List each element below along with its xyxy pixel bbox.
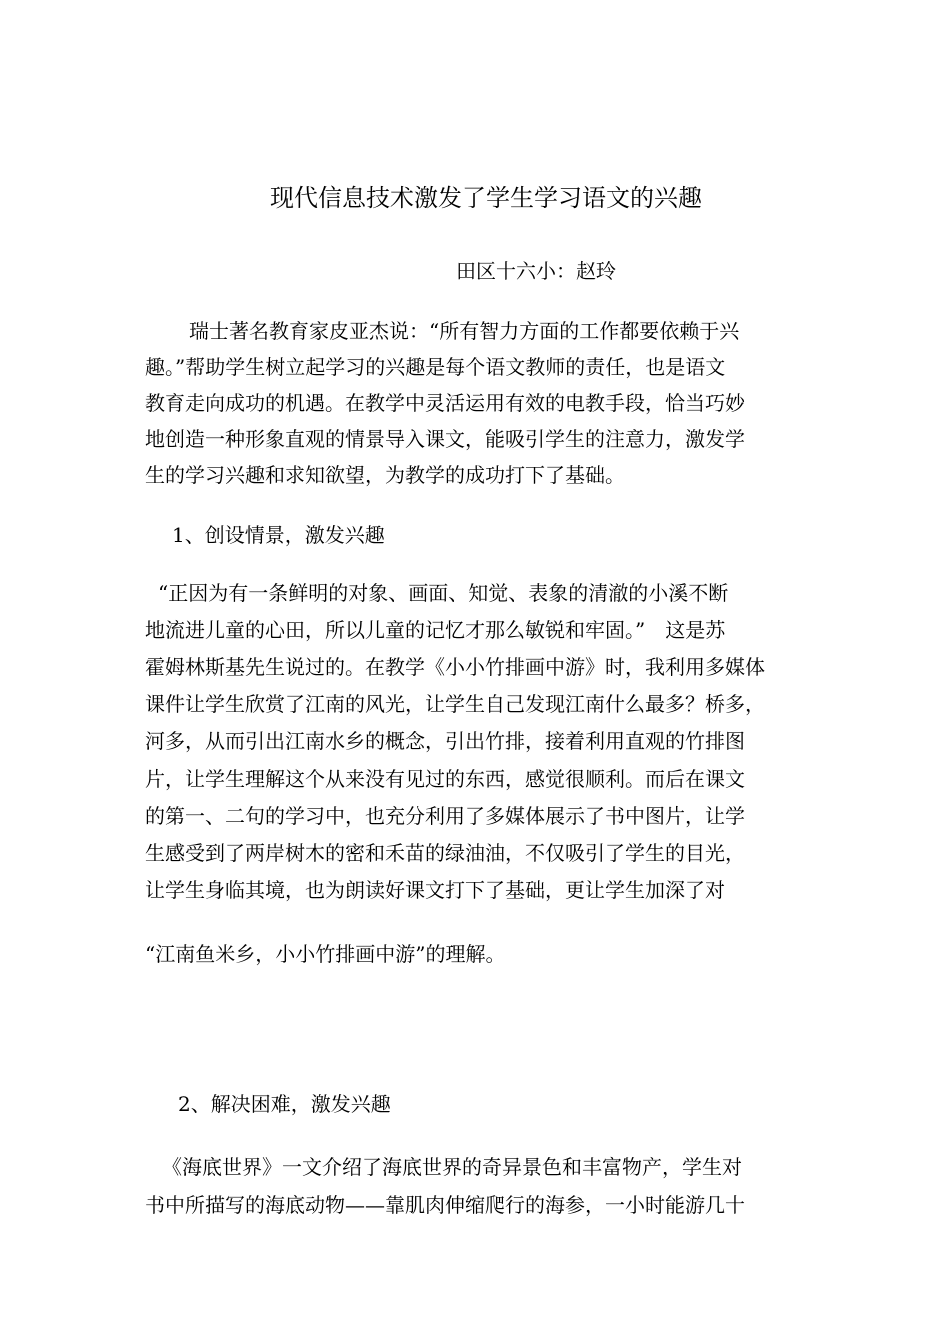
section-heading: 2、解决困难，激发兴趣: [178, 1092, 391, 1116]
paragraph-line: 生的学习兴趣和求知欲望，为教学的成功打下了基础。: [145, 463, 625, 487]
paragraph-line: 地创造一种形象直观的情景导入课文，能吸引学生的注意力，激发学: [145, 427, 745, 451]
paragraph-line: “江南鱼米乡，小小竹排画中游”的理解。: [145, 942, 506, 966]
paragraph-line: “正因为有一条鲜明的对象、画面、知觉、表象的清澈的小溪不断: [158, 581, 729, 605]
paragraph-line: 课件让学生欣赏了江南的风光，让学生自己发现江南什么最多？桥多，: [145, 692, 765, 716]
paragraph-line: 瑞士著名教育家皮亚杰说：“所有智力方面的工作都要依赖于兴: [189, 319, 740, 343]
paragraph-line: 河多，从而引出江南水乡的概念，引出竹排，接着利用直观的竹排图: [145, 729, 745, 753]
paragraph-line: 让学生身临其境，也为朗读好课文打下了基础，更让学生加深了对: [145, 878, 725, 902]
paragraph-line: 生感受到了两岸树木的密和禾苗的绿油油，不仅吸引了学生的目光，: [145, 841, 745, 865]
paragraph-line: 霍姆林斯基先生说过的。在教学《小小竹排画中游》时，我利用多媒体: [145, 655, 765, 679]
paragraph-line: 《海底世界》一文介绍了海底世界的奇异景色和丰富物产，学生对: [162, 1155, 742, 1179]
paragraph-line: 趣。”帮助学生树立起学习的兴趣是每个语文教师的责任，也是语文: [145, 355, 726, 379]
section-heading: 1、创设情景，激发兴趣: [172, 523, 385, 547]
paragraph-line: 片，让学生理解这个从来没有见过的东西，感觉很顺利。而后在课文: [145, 767, 745, 791]
document-title: 现代信息技术激发了学生学习语文的兴趣: [270, 184, 702, 212]
paragraph-line: 地流进儿童的心田，所以儿童的记忆才那么敏锐和牢固。” 这是苏: [145, 618, 726, 642]
paragraph-line: 教育走向成功的机遇。在教学中灵活运用有效的电教手段，恰当巧妙: [145, 391, 745, 415]
paragraph-line: 的第一、二句的学习中，也充分利用了多媒体展示了书中图片，让学: [145, 804, 745, 828]
paragraph-line: 书中所描写的海底动物——靠肌肉伸缩爬行的海参，一小时能游几十: [145, 1193, 745, 1217]
author-line: 田区十六小：赵玲: [456, 259, 616, 283]
